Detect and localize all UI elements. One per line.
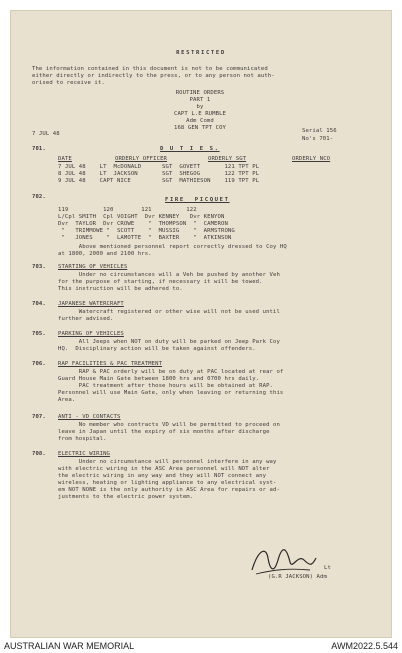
footer-accession-number: AWM2022.5.544 [331, 641, 398, 651]
section-706-line: Area. [58, 397, 76, 403]
picquet-line: " JONES " LAMOTTE " BAXTER " ATKINSON [58, 235, 232, 241]
section-707-title: ANTI - VD CONTACTS [58, 414, 121, 420]
section-708-line: the electric wiring in any way and they will NOT connect any [58, 473, 267, 479]
section-708-number: 708. [32, 451, 46, 457]
section-706-number: 706. [32, 361, 46, 367]
serial-number: Serial 156 [302, 128, 337, 134]
section-705-number: 705. [32, 331, 46, 337]
section-705-title: PARKING OF VEHICLES [58, 331, 124, 337]
section-704-number: 704. [32, 301, 46, 307]
signature-rank: Lt [324, 565, 331, 571]
picquet-line: L/Cpl SMITH Cpl VOIGHT Dvr KENNEY Dvr KENYON [58, 214, 225, 220]
picquet-line: Above mentioned personnel report correctly dressed to Coy HQ [58, 244, 287, 250]
section-701-number: 701. [32, 146, 46, 152]
section-703-line: for the purpose of starting, if necessary it will be towed. [58, 279, 263, 285]
orders-unit: 168 GEN TPT COY [173, 125, 227, 131]
duties-row: 7 JUL 48 LT McDONALD SGT GOVETT 121 TPT PL [58, 164, 260, 170]
section-702-title: FIRE PICQUET [165, 197, 230, 203]
section-702-number: 702. [32, 194, 46, 200]
section-708-line: with electric wiring in the ASC Area personnel will NOT alter [58, 466, 270, 472]
section-704-title: JAPANESE WATERCRAFT [58, 301, 124, 307]
orders-by: by [196, 104, 204, 110]
notice-line-3: orised to receive it. [32, 80, 105, 86]
archive-footer [0, 638, 402, 653]
section-705-line: All Jeeps when NOT on duty will be parked on Jeep Park Coy [58, 339, 280, 345]
section-703-line: Under no circumstances will a Veh be pushed by another Veh [58, 272, 280, 278]
section-704-line: further advised. [58, 316, 114, 322]
orders-commander: CAPT L.E RUMBLE [173, 111, 227, 117]
picquet-line: 119 120 121 122 [58, 207, 197, 213]
notice-line-2: either directly or indirectly to the press, or to any person not auth- [32, 73, 275, 79]
section-706-line: RAP & PAC orderly will be on duty at PAC located at rear of [58, 369, 284, 375]
section-705-line: HQ. Disciplinary action will be taken against offenders. [58, 346, 256, 352]
orders-part: PART 1 [189, 97, 211, 103]
section-706-line: Personnel will use Main Gate, only when leaving or returning this [58, 390, 284, 396]
section-703-title: STARTING OF VEHICLES [58, 264, 128, 270]
section-701-title: D U T I E S. [160, 146, 220, 152]
picquet-line: Dvr TAYLOR Dvr CROWE " THOMPSON " CAMERON [58, 221, 228, 227]
section-703-line: This instruction will be adhered to. [58, 286, 183, 292]
duties-header-officer: ORDERLY OFFICER [115, 156, 168, 162]
duties-row: 8 JUL 48 LT JACKSON SGT SHEGOG 122 TPT PL [58, 171, 260, 177]
picquet-line: " TRIMMOWE " SCOTT " MUSSIG " ARMSTRONG [58, 228, 235, 234]
orders-role: Adm Comd [186, 118, 214, 124]
duties-header-nco: ORDERLY NCO [292, 156, 331, 162]
order-numbers: No's 701- [302, 136, 334, 142]
orders-title: ROUTINE ORDERS [175, 90, 225, 96]
section-707-line: No member who contracts VD will be permitted to proceed on [58, 422, 280, 428]
section-703-number: 703. [32, 264, 46, 270]
section-706-title: RAP FACILITIES & PAC TREATMENT [58, 361, 163, 367]
section-707-line: leave in Japan until the expiry of six months after discharge [58, 429, 270, 435]
section-708-title: ELECTRIC WIRING [58, 451, 111, 457]
duties-row: 9 JUL 48 CAPT NICE SGT MATHIESON 119 TPT PL [58, 178, 260, 184]
duties-header-date: DATE [58, 156, 72, 162]
notice-line-1: The information contained in this document is not to be communicated [32, 66, 268, 72]
section-708-line: wireless, heating or lighting appliance to any electrical syst- [58, 480, 277, 486]
footer-source: AUSTRALIAN WAR MEMORIAL [4, 641, 135, 651]
classification-heading: RESTRICTED [176, 50, 226, 56]
section-706-line: Guard House Main Gate between 1800 hrs and 0700 hrs daily. [58, 376, 260, 382]
section-706-line: PAC treatment after those hours will be obtained at RAP. [58, 383, 273, 389]
duties-header-sgt: ORDERLY SGT [208, 156, 247, 162]
section-707-number: 707. [32, 414, 46, 420]
picquet-line: at 1800, 2000 and 2100 hrs. [58, 251, 152, 257]
section-704-line: Watercraft registered or other wise will not be used until [58, 309, 280, 315]
section-708-line: Under no circumstance will personnel interfere in any way [58, 459, 277, 465]
section-708-line: em NOT NONE is the only authority in ASC Area for repairs or ad- [58, 487, 280, 493]
section-708-line: justments to the electric power system. [58, 494, 194, 500]
signature-name: (G.R JACKSON) Adm [268, 574, 327, 580]
section-707-line: from hospital. [58, 436, 107, 442]
order-date: 7 JUL 48 [32, 131, 60, 137]
